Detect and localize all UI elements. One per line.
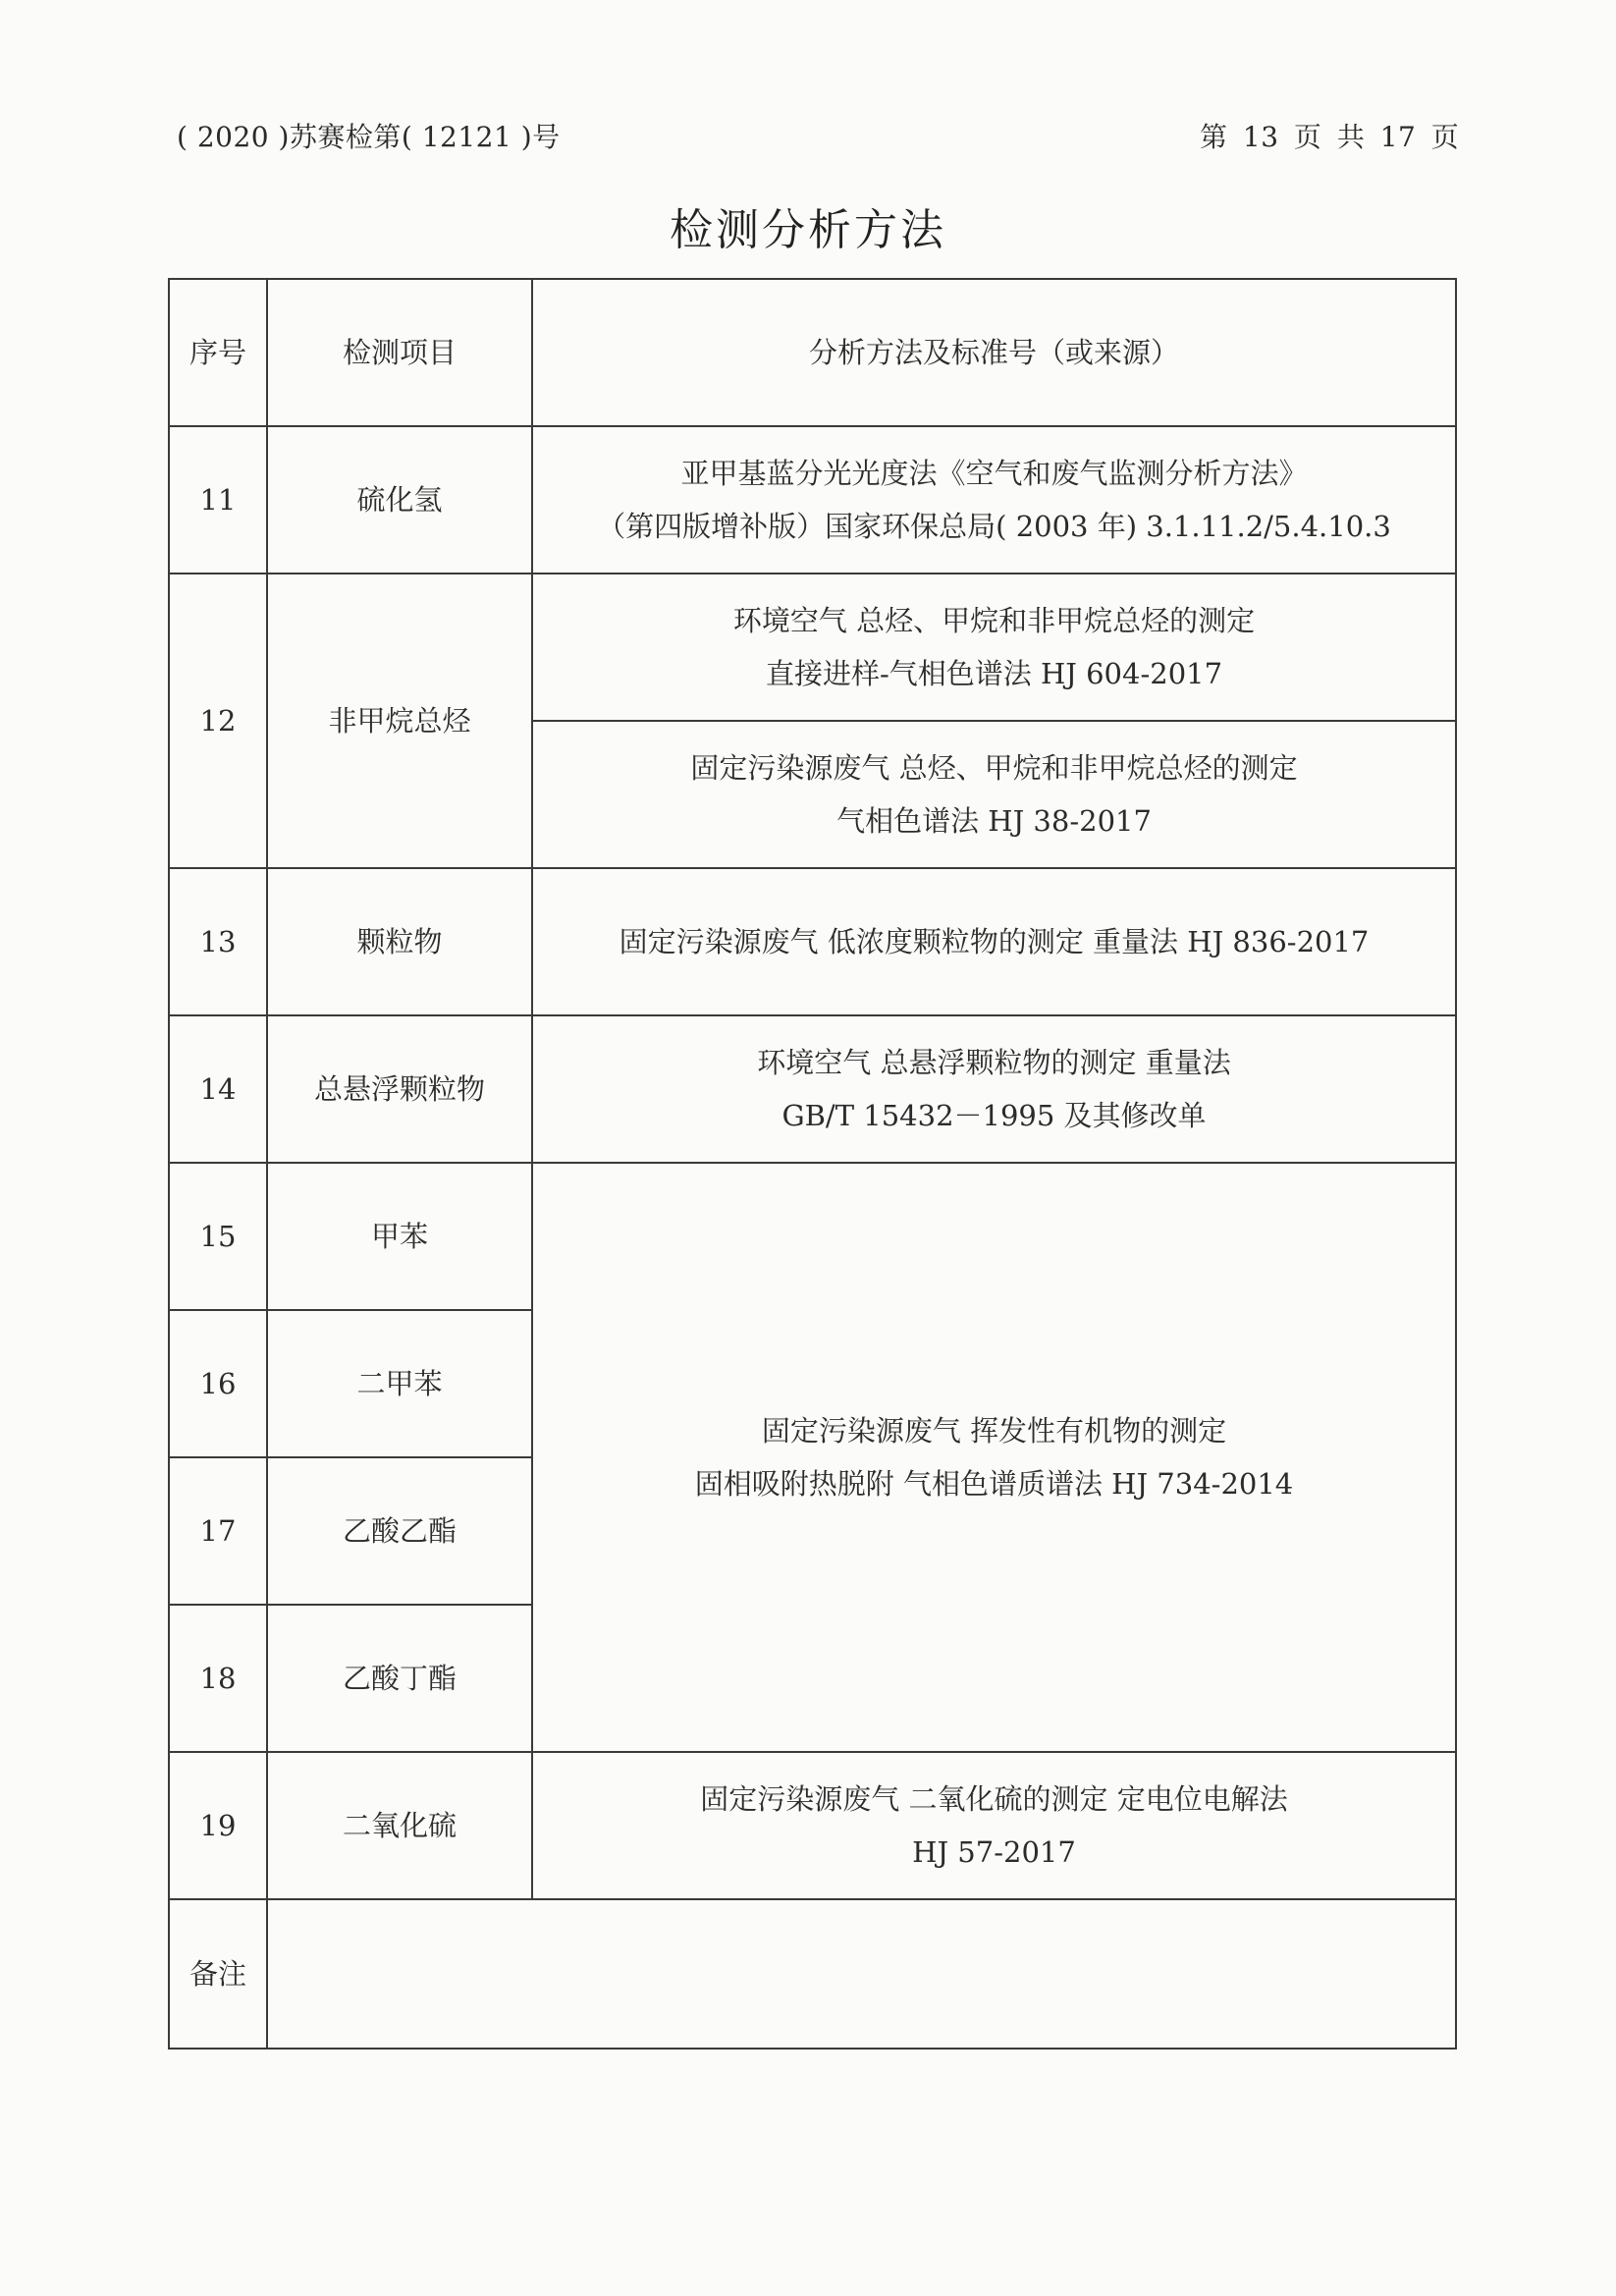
row-number: 19 xyxy=(169,1752,267,1899)
method-cell xyxy=(532,868,1456,1015)
method-line: 气相色谱法 HJ 38-2017 xyxy=(836,804,1152,838)
row-number: 11 xyxy=(169,426,267,574)
report-number: ( 2020 )苏赛检第( 12121 )号 xyxy=(177,121,561,153)
table-row xyxy=(169,1752,1456,1899)
row-number: 14 xyxy=(169,1015,267,1163)
analysis-methods-table xyxy=(168,278,1457,2050)
method-cell-shared xyxy=(532,1163,1456,1752)
table-row xyxy=(169,574,1456,721)
table-header-row xyxy=(169,279,1456,426)
header-cell-method: 分析方法及标准号（或来源） xyxy=(532,279,1456,426)
method-line: （第四版增补版）国家环保总局( 2003 年) 3.1.11.2/5.4.10.3 xyxy=(597,510,1391,543)
method-line: HJ 57-2017 xyxy=(912,1835,1076,1869)
row-number: 16 xyxy=(169,1310,267,1457)
method-line: 固相吸附热脱附 气相色谱质谱法 HJ 734-2014 xyxy=(694,1467,1294,1501)
method-cell xyxy=(532,1752,1456,1899)
header-cell-item: 检测项目 xyxy=(267,279,532,426)
method-cell xyxy=(532,721,1456,868)
test-item: 二甲苯 xyxy=(267,1310,532,1457)
page-indicator: 第 13 页 共 17 页 xyxy=(1200,121,1460,153)
test-item: 乙酸丁酯 xyxy=(267,1605,532,1752)
table-row xyxy=(169,426,1456,574)
method-cell xyxy=(532,1015,1456,1163)
method-cell xyxy=(532,574,1456,721)
test-item: 总悬浮颗粒物 xyxy=(267,1015,532,1163)
row-number: 12 xyxy=(169,574,267,868)
test-item: 非甲烷总烃 xyxy=(267,574,532,868)
method-line: 固定污染源废气 总烃、甲烷和非甲烷总烃的测定 xyxy=(690,751,1298,785)
remark-row xyxy=(169,1899,1456,2049)
remark-label: 备注 xyxy=(169,1899,267,2049)
method-line: 固定污染源废气 挥发性有机物的测定 xyxy=(761,1414,1227,1448)
test-item: 硫化氢 xyxy=(267,426,532,574)
table-row xyxy=(169,868,1456,1015)
test-item: 颗粒物 xyxy=(267,868,532,1015)
row-number: 18 xyxy=(169,1605,267,1752)
page-title: 检测分析方法 xyxy=(670,205,946,255)
row-number: 17 xyxy=(169,1457,267,1605)
test-item: 乙酸乙酯 xyxy=(267,1457,532,1605)
table-row xyxy=(169,1163,1456,1310)
method-line: GB/T 15432－1995 及其修改单 xyxy=(781,1099,1207,1132)
method-line: 固定污染源废气 低浓度颗粒物的测定 重量法 HJ 836-2017 xyxy=(619,925,1370,958)
test-item: 二氧化硫 xyxy=(267,1752,532,1899)
page-header xyxy=(0,116,1616,165)
method-line: 环境空气 总悬浮颗粒物的测定 重量法 xyxy=(757,1046,1231,1079)
remark-value xyxy=(267,1899,1456,2049)
header-cell-no: 序号 xyxy=(169,279,267,426)
row-number: 15 xyxy=(169,1163,267,1310)
test-item: 甲苯 xyxy=(267,1163,532,1310)
method-line: 亚甲基蓝分光光度法《空气和废气监测分析方法》 xyxy=(680,457,1308,490)
method-line: 直接进样-气相色谱法 HJ 604-2017 xyxy=(765,657,1223,690)
row-number: 13 xyxy=(169,868,267,1015)
method-line: 固定污染源废气 二氧化硫的测定 定电位电解法 xyxy=(700,1782,1288,1816)
table-row xyxy=(169,1015,1456,1163)
method-line: 环境空气 总烃、甲烷和非甲烷总烃的测定 xyxy=(732,604,1256,637)
method-cell xyxy=(532,426,1456,574)
